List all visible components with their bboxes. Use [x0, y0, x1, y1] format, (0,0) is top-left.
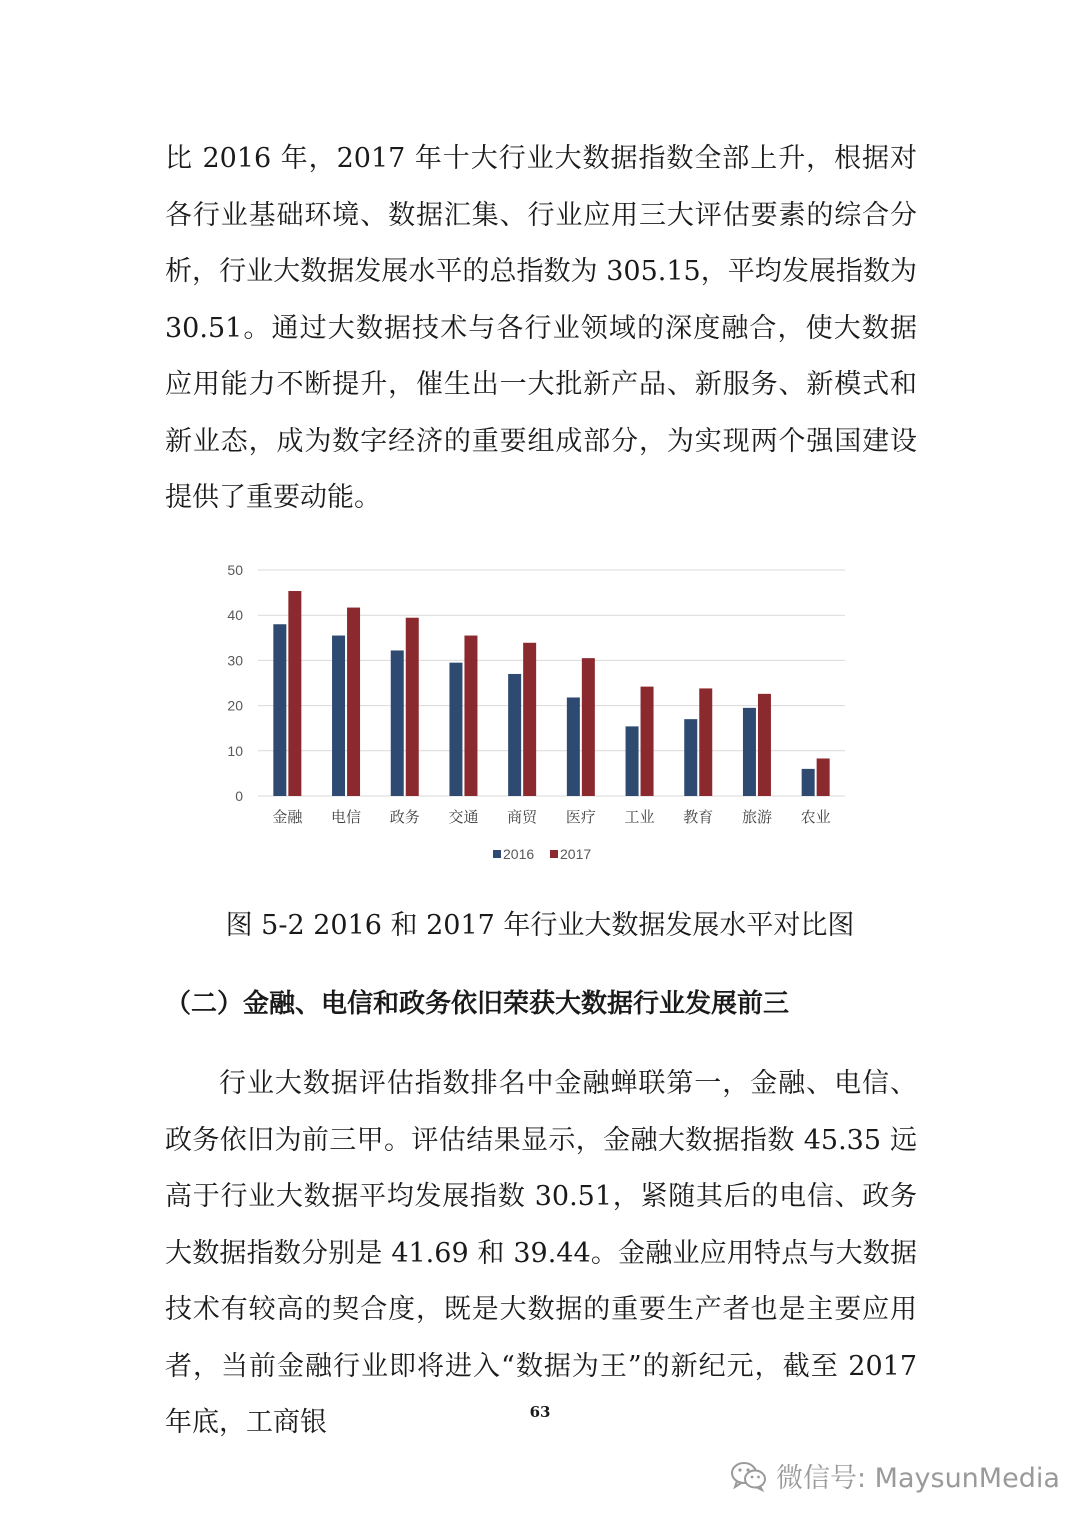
x-tick-label: 教育 [683, 809, 714, 826]
bar-2017 [758, 694, 771, 796]
bars [273, 591, 829, 796]
bar-2016 [332, 636, 345, 796]
y-tick-label: 20 [227, 697, 243, 714]
legend-swatch [550, 850, 558, 858]
bar-2017 [464, 636, 477, 796]
y-tick-label: 40 [227, 607, 243, 624]
x-tick-label: 金融 [272, 809, 303, 826]
bar-2017 [817, 758, 830, 796]
bar-2016 [567, 697, 580, 796]
y-tick-label: 10 [227, 742, 243, 759]
x-tick-label: 农业 [800, 809, 831, 826]
legend-label: 2016 [503, 846, 535, 862]
bar-2017 [523, 643, 536, 796]
watermark [730, 1456, 1060, 1495]
bar-2016 [449, 663, 462, 796]
x-axis-labels [272, 808, 830, 826]
x-tick-label: 医疗 [565, 809, 596, 826]
bar-2017 [406, 618, 419, 796]
grid-lines [258, 570, 845, 796]
legend-swatch [493, 850, 501, 858]
bar-2017 [347, 608, 360, 796]
bar-2016 [626, 726, 639, 796]
bar-2017 [288, 591, 301, 796]
bar-2016 [391, 650, 404, 796]
bar-2016 [273, 624, 286, 796]
y-tick-label: 0 [235, 788, 243, 804]
x-tick-label: 旅游 [741, 809, 772, 826]
bar-2016 [684, 719, 697, 796]
bar-chart [215, 556, 855, 876]
intro-paragraph: 比 2016 年，2017 年十大行业大数据指数全部上升，根据对各行业基础环境、数据汇集、行业应用三大评估要素的综合分析，行业大数据发展水平的总指数为 305.15，平均发展指数为 30.51。通过大数据技术与各行业领域的深度融合，使大数据应用能力不断提升，催生出一大批新产品、新服务、新模式和新业态，成为数字经济的重要组成部分，为实现两个强国建设提供了重要动能。 [165, 143, 917, 513]
bar-2017 [641, 687, 654, 796]
y-axis-ticks [227, 562, 243, 804]
x-tick-label: 商贸 [507, 809, 538, 826]
legend-label: 2017 [560, 846, 592, 862]
x-tick-label: 政务 [389, 809, 420, 826]
figure-caption: 图 5-2 2016 和 2017 年行业大数据发展水平对比图 [225, 910, 855, 941]
watermark-text: 微信号: MaysunMedia [776, 1463, 1060, 1494]
x-tick-label: 工业 [624, 809, 655, 826]
body-paragraph: 行业大数据评估指数排名中金融蝉联第一，金融、电信、政务依旧为前三甲。评估结果显示，金融大数据指数 45.35 远高于行业大数据平均发展指数 30.51，紧随其后的电信、政务大数据指数分别是 41.69 和 39.44。金融业应用特点与大数据技术有较高的契合度，既是大数据的重要生产者也是主要应用者，当前金融行业即将进入“数据为王”的新纪元，截至 2017 年底，工商银 [165, 1068, 917, 1438]
wechat-icon [730, 1460, 768, 1492]
x-tick-label: 电信 [331, 809, 362, 826]
legend [493, 846, 591, 862]
bar-2017 [699, 688, 712, 796]
page-number: 63 [529, 1403, 551, 1421]
x-tick-label: 交通 [448, 809, 479, 826]
y-tick-label: 50 [227, 562, 243, 578]
bar-2016 [508, 674, 521, 796]
bar-2016 [743, 708, 756, 796]
section-heading: （二）金融、电信和政务依旧荣获大数据行业发展前三 [165, 989, 790, 1019]
bar-2016 [802, 769, 815, 796]
y-tick-label: 30 [227, 652, 243, 669]
bar-2017 [582, 658, 595, 796]
